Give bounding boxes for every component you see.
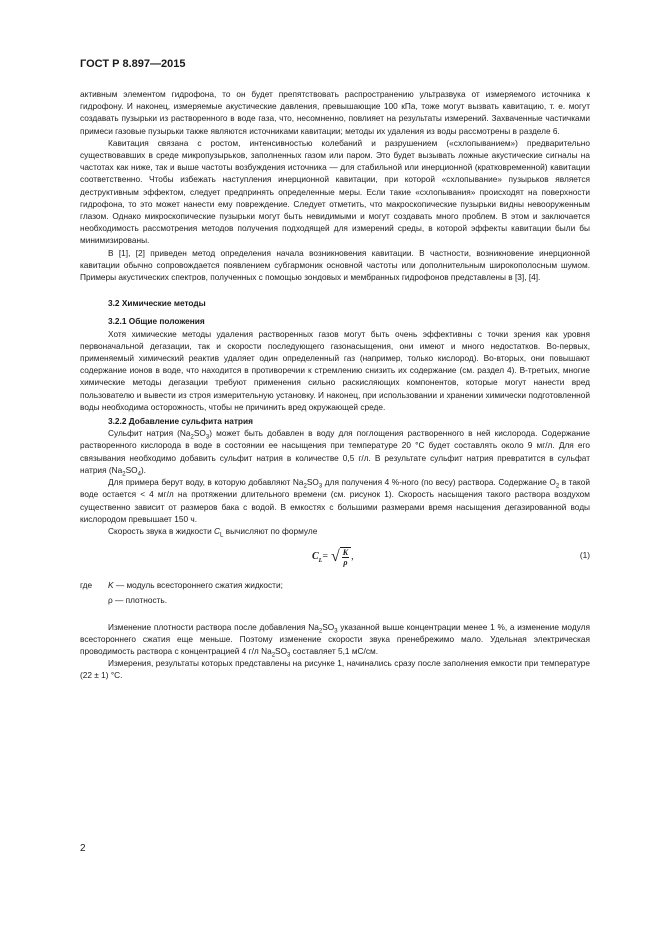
section-heading: 3.2 Химические методы xyxy=(108,298,206,309)
text-run: SO xyxy=(275,645,288,656)
page-number: 2 xyxy=(80,843,86,854)
paragraph: Хотя химические методы удаления растворенных газов могут быть очень эффективны с точки зрения как уровня первоначальной дегазации, так и скорости последующего газонасыщения, они имеют и много недостатков. Во-первых, применяемый химический реактив удаляет один определенный газ (например, только кислород). Во-вторых, они повышают содержание ионов в воде, что находится в противоречии к стремлению снизить их содержание (см. раздел 4). В-третьих, многие химические методы дегазации требуют применения сильно раскисляющих компонентов, которые могут нанести вред пользователю и вывести из строя измерительную установку. И наконец, при использовании и хранении химически подготовленной воды необходима осторожность, чтобы не причинить вред окружающей среде. xyxy=(80,328,590,412)
text-run: составляет 5,1 мС/см. xyxy=(290,645,378,656)
text-run: SO xyxy=(322,621,335,632)
paragraph: Измерения, результаты которых представлены на рисунке 1, начинались сразу после заполнения емкости при температуре (22 ± 1) °C. xyxy=(80,658,590,681)
text-run: SO xyxy=(193,428,206,439)
formula-lhs xyxy=(312,551,322,563)
text-run: Скорость звука в жидкости xyxy=(108,525,215,536)
fraction xyxy=(340,547,351,567)
subsection-heading: 3.2.1 Общие положения xyxy=(108,316,205,327)
subscript: L xyxy=(220,532,224,539)
subscript: 2 xyxy=(303,483,307,490)
text-run: для получения 4 %-ного (по весу) раствора. Содержание O xyxy=(322,477,556,488)
formula-block xyxy=(80,543,590,573)
text-run: Сульфит натрия (Na xyxy=(108,428,191,439)
formula-comma: , xyxy=(351,551,354,562)
text-run: Изменение плотности раствора после добавления Na xyxy=(108,621,319,632)
paragraph: В [1], [2] приведен метод определения начала возникновения кавитации. В частности, возникновение инерционной кавитации обычно сопровождается появлением субгармоник основной частоты или дополнительным широкополосным шумом. Примеры акустических спектров, полученных с помощью зондовых и мембранных гидрофонов представлены в [3], [4]. xyxy=(80,247,590,283)
text-run: Для примера берут воду, в которую добавляют Na xyxy=(108,477,304,488)
subscript: 3 xyxy=(334,628,338,635)
equals-sign: = xyxy=(322,551,328,562)
symbol: K xyxy=(108,580,114,591)
radical-icon: √ xyxy=(330,548,340,566)
where-line xyxy=(108,579,283,591)
document-body xyxy=(80,88,590,682)
formula xyxy=(312,547,354,567)
subscript: 2 xyxy=(318,628,323,635)
subscript: 3 xyxy=(287,652,291,659)
text-run: в такой воде остается < 4 мг/л на протяжении длительного времени (см. рисунок 1). Скорость насыщения такого раствора воздухом существенно зависит от размеров бака с водой. В емкостях с большими размерами время насыщения дегазированной воды кислородом превышает 150 ч. xyxy=(80,477,590,524)
numerator: K xyxy=(342,548,349,558)
where-line: ρ — плотность. xyxy=(108,595,168,606)
subscript: 2 xyxy=(190,434,194,441)
where-block xyxy=(80,579,590,591)
paragraph: Кавитация связана с ростом, интенсивностью колебаний и разрушением («схлопыванием») предварительно существовавших в среде микропузырьков, заполненных газом или паром. Это будет вызывать ложные акустические сигналы на частотах как ниже, так и выше частоты возбуждения источника — для стабильной или инерционной (кратковременной) кавитации соответственно. Чтобы избежать наступления инерционной кавитации, при которой «схлопывание» пузырьков является деструктивным эффектом, следует предпринять определенные меры. Если такие «схлопывания» происходят на поверхности гидрофона, то это может нанести ему повреждение. Следует отметить, что макроскопические пузырьки видны невооруженным глазом. Однако микроскопические пузырьки могут быть невидимыми и могут создавать много проблем. В этом и заключается необходимость рассмотрения методов получения подходящей для измерений среды, в которой эффекты кавитации были бы минимизированы. xyxy=(80,137,590,246)
text-run: ). xyxy=(140,464,146,475)
where-label: где xyxy=(80,580,93,591)
symbol: C xyxy=(214,525,221,536)
subscript: 2 xyxy=(271,652,276,659)
paragraph xyxy=(80,427,590,476)
subscript: 3 xyxy=(318,483,323,490)
text-run: — модуль всестороннего сжатия жидкости; xyxy=(113,580,283,591)
text-run: указанной выше концентрации менее 1 %, а изменение модуля всестороннего сжатия еще меньше. Поэтому изменение скорости звука пренебрежимо мало. Удельная электрическая проводимость раствора с концентрацией 4 г/л Na xyxy=(80,621,590,656)
text-run: ) может быть добавлен в воду для поглощения растворенного в ней кислорода. Содержание растворенного кислорода в воде в состоянии ее насыщения при температуре 20 °C будет составлять около 9 мг/л. Для его связывания необходимо добавить сульфит натрия в количестве 0,5 г/л. В результате сульфит натрия превратится в сульфат натрия (Na xyxy=(80,428,590,475)
paragraph xyxy=(80,525,590,537)
square-root xyxy=(331,547,351,567)
symbol: C xyxy=(312,551,319,562)
subscript: 2 xyxy=(122,471,126,478)
document-header: ГОСТ Р 8.897—2015 xyxy=(80,58,186,70)
where-block xyxy=(80,594,590,606)
text-run: SO xyxy=(125,464,138,475)
paragraph xyxy=(80,621,590,658)
subscript: 3 xyxy=(205,434,210,441)
subsection-heading: 3.2.2 Добавление сульфита натрия xyxy=(108,416,253,427)
equation-number: (1) xyxy=(579,550,590,561)
text-run: SO xyxy=(306,477,319,488)
paragraph xyxy=(80,476,590,525)
subscript: 4 xyxy=(137,471,141,478)
subscript: L xyxy=(318,558,323,564)
paragraph: активным элементом гидрофона, то он будет препятствовать распространению ультразвука от измеряемого источника к гидрофону. И наконец, измеряемые акустические давления, превышающие 100 кПа, тоже могут вызвать кавитацию, т. е. могут создавать пузырьки из растворенного в воде газа, что, несомненно, повлияет на результаты измерений. Захваченные частичками примеси газовые пузырьки также являются источниками кавитации; методы их удаления из воды рассмотрены в разделе 6. xyxy=(80,89,590,136)
text-run: вычисляют по формуле xyxy=(223,525,318,536)
denominator: ρ xyxy=(343,558,348,568)
subscript: 2 xyxy=(555,483,560,490)
